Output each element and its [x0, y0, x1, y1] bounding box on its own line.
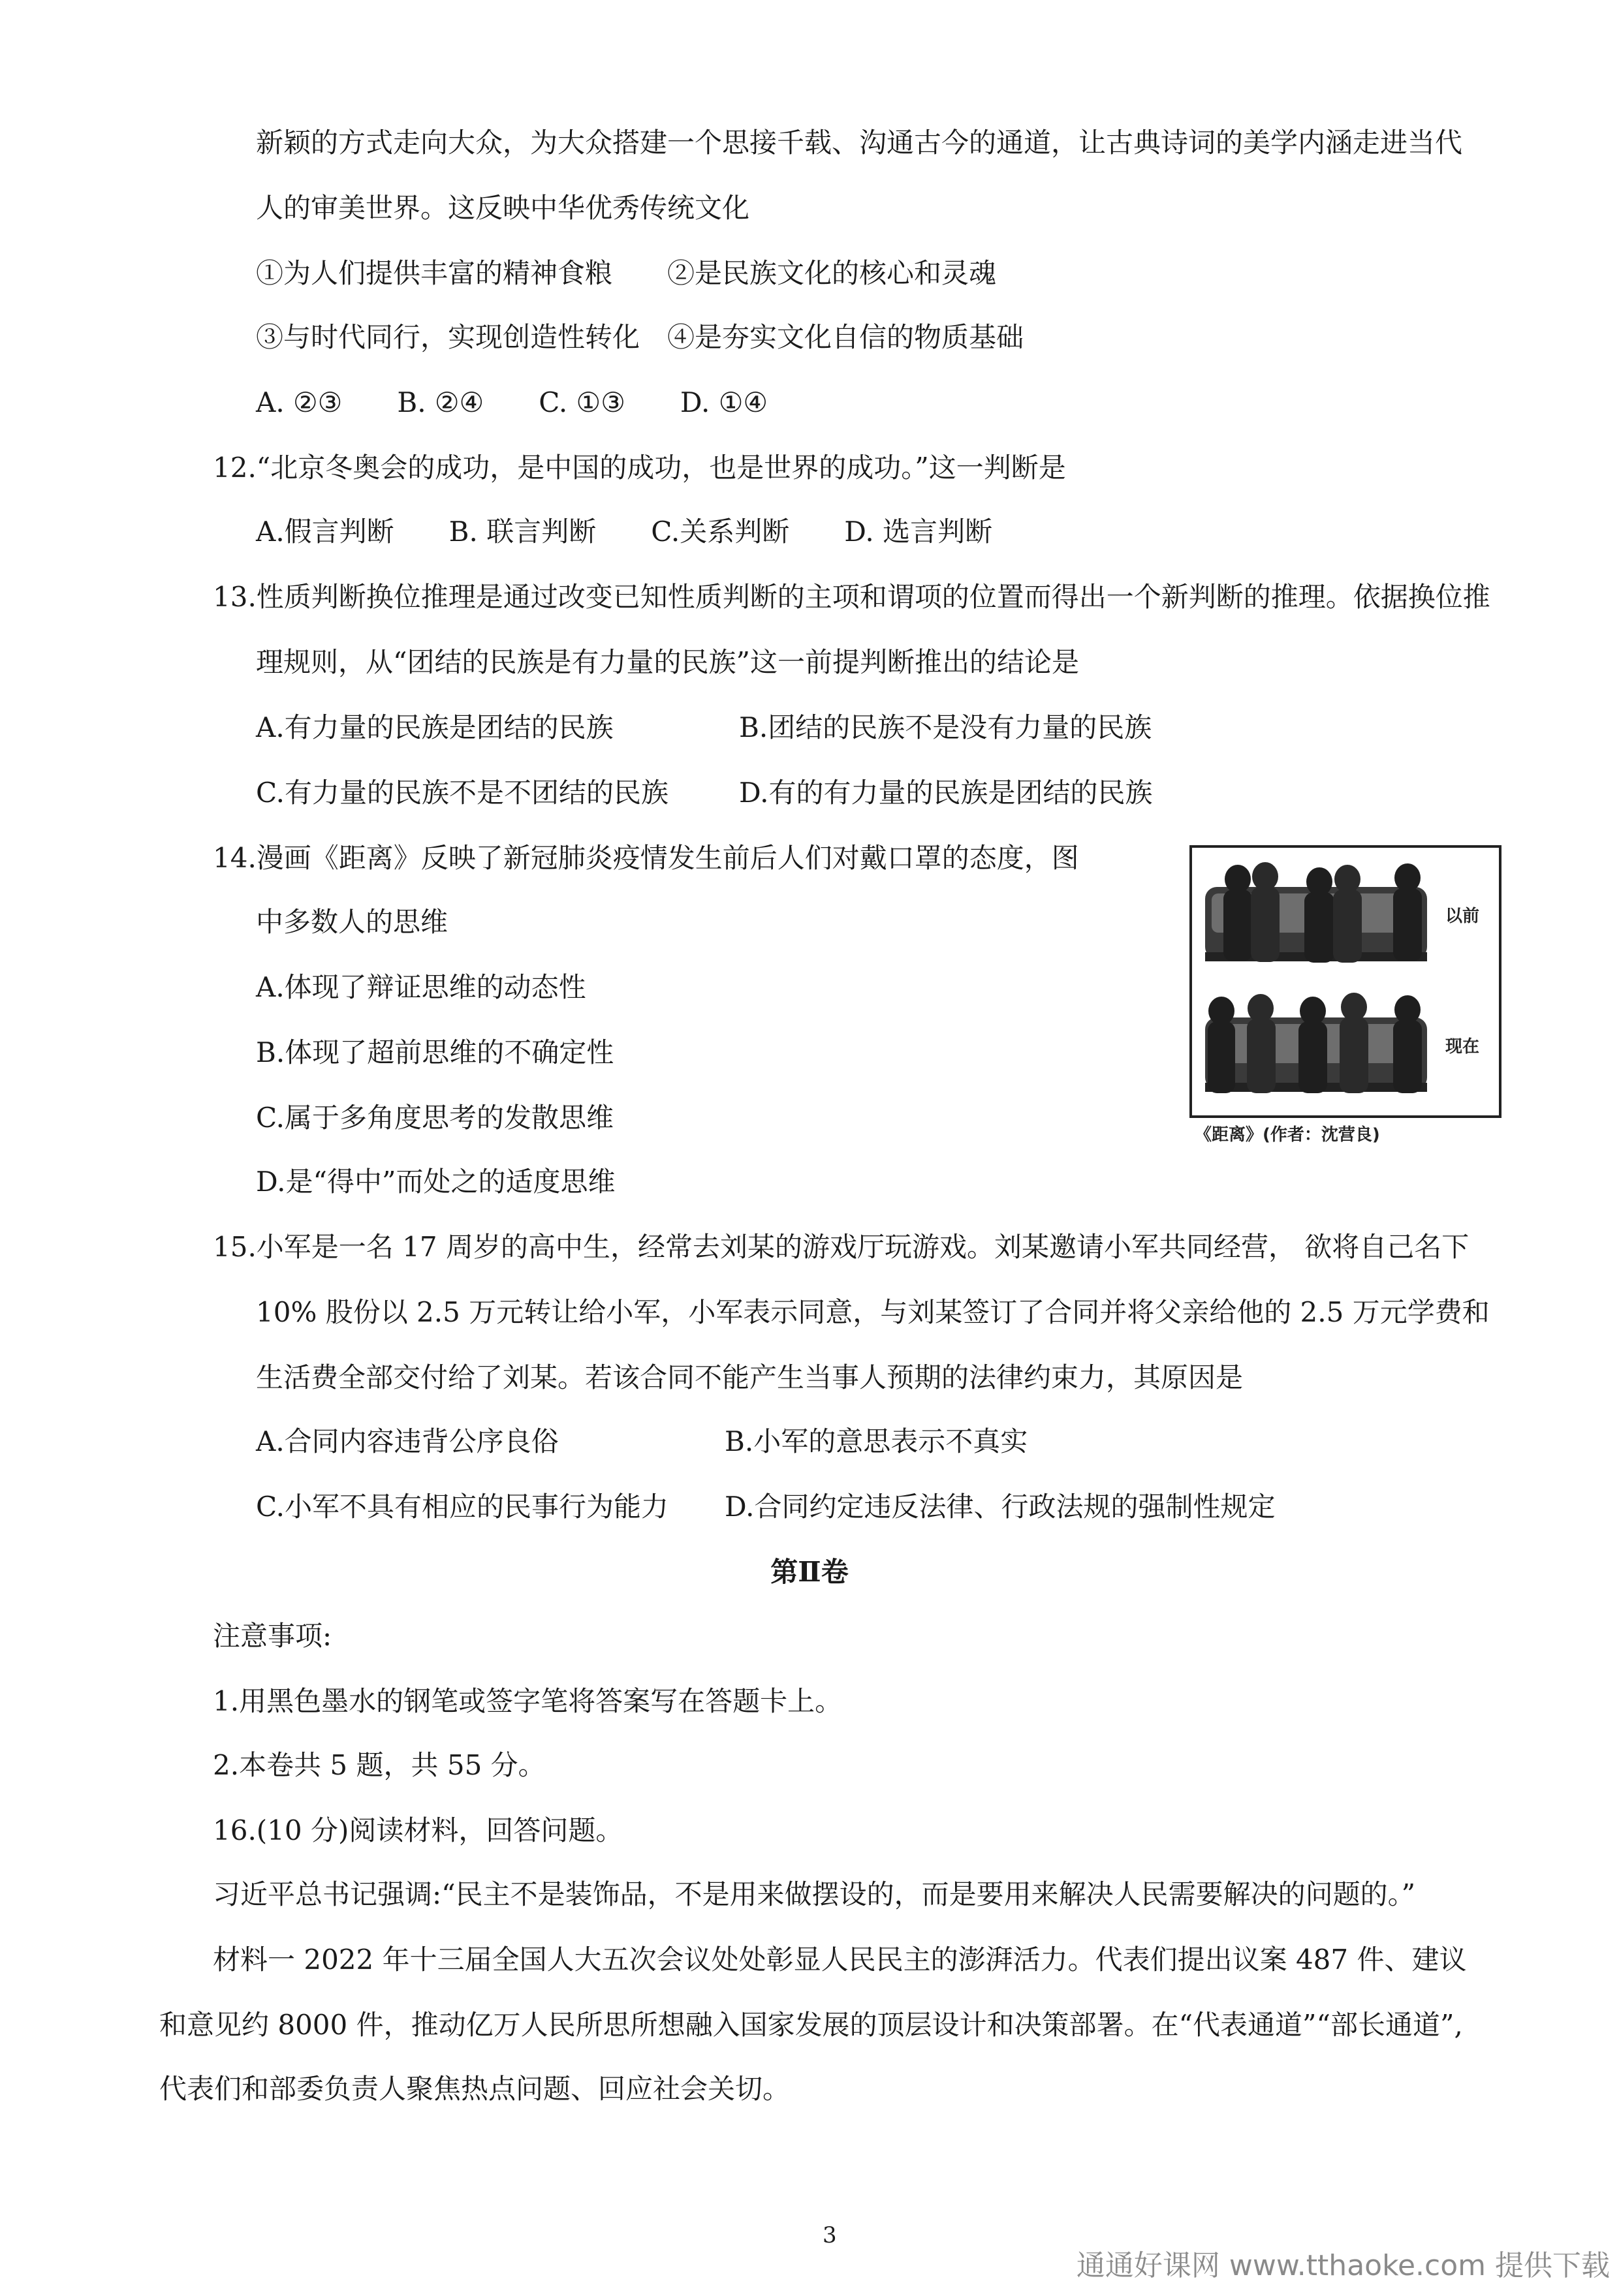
note-1: 1.用黑色墨水的钢笔或签字笔将答案写在答题卡上。	[213, 1685, 843, 1717]
q14-option-b: B.体现了超前思维的不确定性	[256, 1036, 614, 1068]
page-number: 3	[823, 2222, 837, 2248]
q15-stem-line1: 15.小军是一名 17 周岁的高中生，经常去刘某的游戏厅玩游戏。刘某邀请小军共同经营， 欲将自己名下	[213, 1231, 1470, 1263]
q13-stem-line2: 理规则，从“团结的民族是有力量的民族”这一前提判断推出的结论是	[256, 646, 1079, 678]
cartoon-label-before: 以前	[1445, 907, 1480, 926]
cartoon-label-now: 现在	[1445, 1037, 1480, 1057]
q13-option-c: C.有力量的民族不是不团结的民族	[256, 777, 668, 809]
notes-heading: 注意事项:	[213, 1620, 332, 1652]
q14-option-a: A.体现了辩证思维的动态性	[256, 971, 586, 1003]
q16-quote: 习近平总书记强调:“民主不是装饰品，不是用来做摆设的，而是要用来解决人民需要解决的问题的。”	[213, 1878, 1416, 1910]
part2-title: 第Ⅱ卷	[770, 1556, 849, 1588]
q13-option-d: D.有的有力量的民族是团结的民族	[739, 777, 1153, 809]
download-watermark: 通通好课网 www.tthaoke.com 提供下载	[1076, 2249, 1610, 2282]
q12-options: A.假言判断 B. 联言判断 C.关系判断 D. 选言判断	[256, 516, 993, 548]
q11-stem-line2: 人的审美世界。这反映中华优秀传统文化	[256, 192, 750, 224]
q13-option-b: B.团结的民族不是没有力量的民族	[739, 711, 1152, 743]
q15-option-d: D.合同约定违反法律、行政法规的强制性规定	[725, 1491, 1276, 1523]
q16-heading: 16.(10 分)阅读材料，回答问题。	[213, 1814, 623, 1846]
q11-statements-row2: ③与时代同行，实现创造性转化 ④是夯实文化自信的物质基础	[256, 321, 1024, 353]
distance-cartoon-image	[1189, 845, 1501, 1118]
q16-material1-line3: 代表们和部委负责人聚焦热点问题、回应社会关切。	[159, 2073, 791, 2105]
q16-material1-line1: 材料一 2022 年十三届全国人大五次会议处处彰显人民民主的澎湃活力。代表们提出议案 487 件、建议	[213, 1944, 1467, 1976]
cartoon-drawing	[1192, 848, 1499, 1115]
q14-option-c: C.属于多角度思考的发散思维	[256, 1102, 614, 1134]
q11-options: A. ②③ B. ②④ C. ①③ D. ①④	[256, 386, 768, 418]
q13-option-a: A.有力量的民族是团结的民族	[256, 711, 614, 743]
q15-option-c: C.小军不具有相应的民事行为能力	[256, 1491, 668, 1523]
q14-stem-line2: 中多数人的思维	[256, 906, 448, 938]
cartoon-caption: 《距离》(作者：沈营良)	[1195, 1125, 1380, 1145]
note-2: 2.本卷共 5 题，共 55 分。	[213, 1749, 546, 1781]
q13-stem-line1: 13.性质判断换位推理是通过改变已知性质判断的主项和谓项的位置而得出一个新判断的推理。依据换位推	[213, 581, 1490, 613]
q11-stem-line1: 新颖的方式走向大众，为大众搭建一个思接千载、沟通古今的通道，让古典诗词的美学内涵走进当代	[256, 127, 1463, 159]
q15-stem-line3: 生活费全部交付给了刘某。若该合同不能产生当事人预期的法律约束力，其原因是	[256, 1361, 1244, 1393]
q15-stem-line2: 10% 股份以 2.5 万元转让给小军，小军表示同意，与刘某签订了合同并将父亲给他的 2.5 万元学费和	[256, 1296, 1490, 1328]
q16-material1-line2: 和意见约 8000 件，推动亿万人民所思所想融入国家发展的顶层设计和决策部署。在“代表通道”“部长通道”,	[159, 2009, 1463, 2041]
q14-option-d: D.是“得中”而处之的适度思维	[256, 1166, 616, 1198]
q14-stem-line1: 14.漫画《距离》反映了新冠肺炎疫情发生前后人们对戴口罩的态度，图	[213, 842, 1079, 874]
q11-statements-row1: ①为人们提供丰富的精神食粮 ②是民族文化的核心和灵魂	[256, 257, 997, 289]
q15-option-b: B.小军的意思表示不真实	[725, 1425, 1028, 1457]
q15-option-a: A.合同内容违背公序良俗	[256, 1425, 559, 1457]
q12-stem: 12.“北京冬奥会的成功，是中国的成功，也是世界的成功。”这一判断是	[213, 452, 1066, 484]
